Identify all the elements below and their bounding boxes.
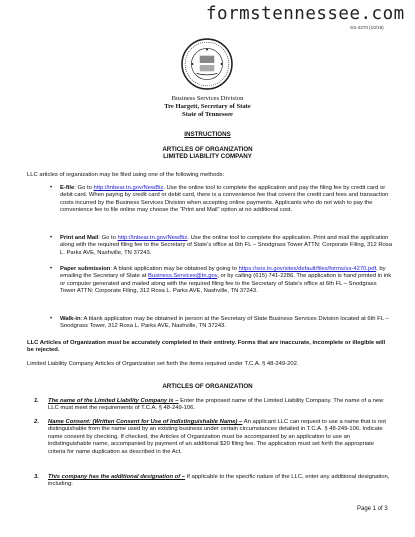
- item-3: 3. This company has the additional designation of – If applicable to the specific nature of the LLC, enter any additional designation, including:: [34, 474, 390, 488]
- state-seal-icon: [181, 38, 233, 90]
- bullet-icon: •: [50, 185, 53, 191]
- walkin-label: Walk-in: [60, 316, 81, 322]
- item-2: 2. Name Consent: (Written Consent for Use of Indistinguishable Name) – An applicant LLC can request to use a name that is not distinguishable from the name used by an existing business under certain circumstances detailed in T.C.A. § 48-249-106. Indicate name consent by checking. If checked, the Articles of Organization must be accompanied by an application to use an indistinguishable name, accompanied by payment of an additional $20 filing fee. The application must set forth the appropriate criteria for name duplication as described in the Act.: [34, 419, 386, 455]
- intro-text: LLC articles of organization may be filed using one of the following methods:: [27, 172, 225, 178]
- email-link[interactable]: Business.Services@tn.gov: [148, 273, 218, 280]
- method-print-and-mail: • Print and Mail: Go to http://tnbear.tn.gov/NewBiz. Use the online tool to complete the application. Print and mail the application along with the required filing fee to the Secretary of State’s office at 6th FL – Snodgrass Tower ATTN: Corporate Filing, 312 Rosa L. Parks AVE, Nashville, TN 37243.: [50, 235, 392, 256]
- statute-text: Limited Liability Company Articles of Organization set forth the items required under T.C.A. § 48-249-202.: [27, 361, 299, 367]
- bullet-icon: •: [50, 235, 53, 241]
- section-title: ARTICLES OF ORGANIZATION: [162, 383, 253, 390]
- method-walk-in: • Walk-in: A blank application may be obtained in person at the Secretary of State Business Services Division located at 6th FL – Snodgrass Tower, 312 Rosa L. Parks AVE, Nashville, TN 37243.: [50, 316, 389, 330]
- item-1: 1. The name of the Limited Liability Company is – Enter the proposed name of the Limited Liability Company. The name of a new LLC must meet the requirements of T.C.A. § 48-249-106.: [34, 398, 384, 412]
- state-name: State of Tennessee: [182, 111, 233, 118]
- form-number: SS-4270 (10/19): [350, 25, 384, 30]
- paper-label: Paper submission: [60, 266, 111, 272]
- paper-form-link[interactable]: https://sos.tn.gov/sites/default/files/forms/ss-4270.pdf: [238, 266, 377, 272]
- division-name: Business Services Division: [171, 95, 244, 102]
- instructions-title: INSTRUCTIONS: [184, 131, 231, 138]
- warning-text: LLC Articles of Organization must be accurately completed in their entirety. Forms that are inaccurate, incomplete or illegible will be rejected.: [27, 340, 386, 354]
- page-number: Page 1 of 3: [357, 506, 388, 512]
- doc-title-line-2: LIMITED LIABILITY COMPANY: [163, 153, 252, 160]
- print-link[interactable]: http://tnbear.tn.gov/NewBiz: [117, 235, 188, 241]
- secretary-name: Tre Hargett, Secretary of State: [164, 103, 251, 110]
- print-label: Print and Mail: [60, 235, 99, 241]
- efile-link[interactable]: http://tnbear.tn.gov/NewBiz: [93, 185, 164, 191]
- bullet-icon: •: [50, 266, 53, 272]
- method-efile: • E-file: Go to http://tnbear.tn.gov/NewBiz. Use the online tool to complete the application and pay the filing fee by credit card or debit card. When paying by credit card or debit card, there is a convenience fee that covers the credit card fees and transaction costs incurred by the Business Services Division when accepting online payments. Applicants who do not wish to pay the convenience fee to file online may choose the “Print and Mail” option at no additional cost.: [50, 185, 389, 214]
- doc-title-line-1: ARTICLES OF ORGANIZATION: [162, 146, 253, 153]
- efile-label: E-file: [60, 185, 75, 191]
- watermark: formstennessee.com: [206, 4, 405, 24]
- bullet-icon: •: [50, 316, 53, 322]
- method-paper-submission: • Paper submission: A blank application may be obtained by going to https://sos.tn.gov/sites/default/files/forms/ss-4270.pdf, by emailing the Secretary of State at Business.Services@tn.gov, or by calling (615) 741-2286. The application is hand printed in ink or computer generated and mailed along with the required filing fee to the Secretary of State’s office at 6th FL – Snodgrass Tower ATTN: Corporate Filing, 312 Rosa L. Parks AVE, Nashville, TN 37243.: [50, 266, 392, 295]
